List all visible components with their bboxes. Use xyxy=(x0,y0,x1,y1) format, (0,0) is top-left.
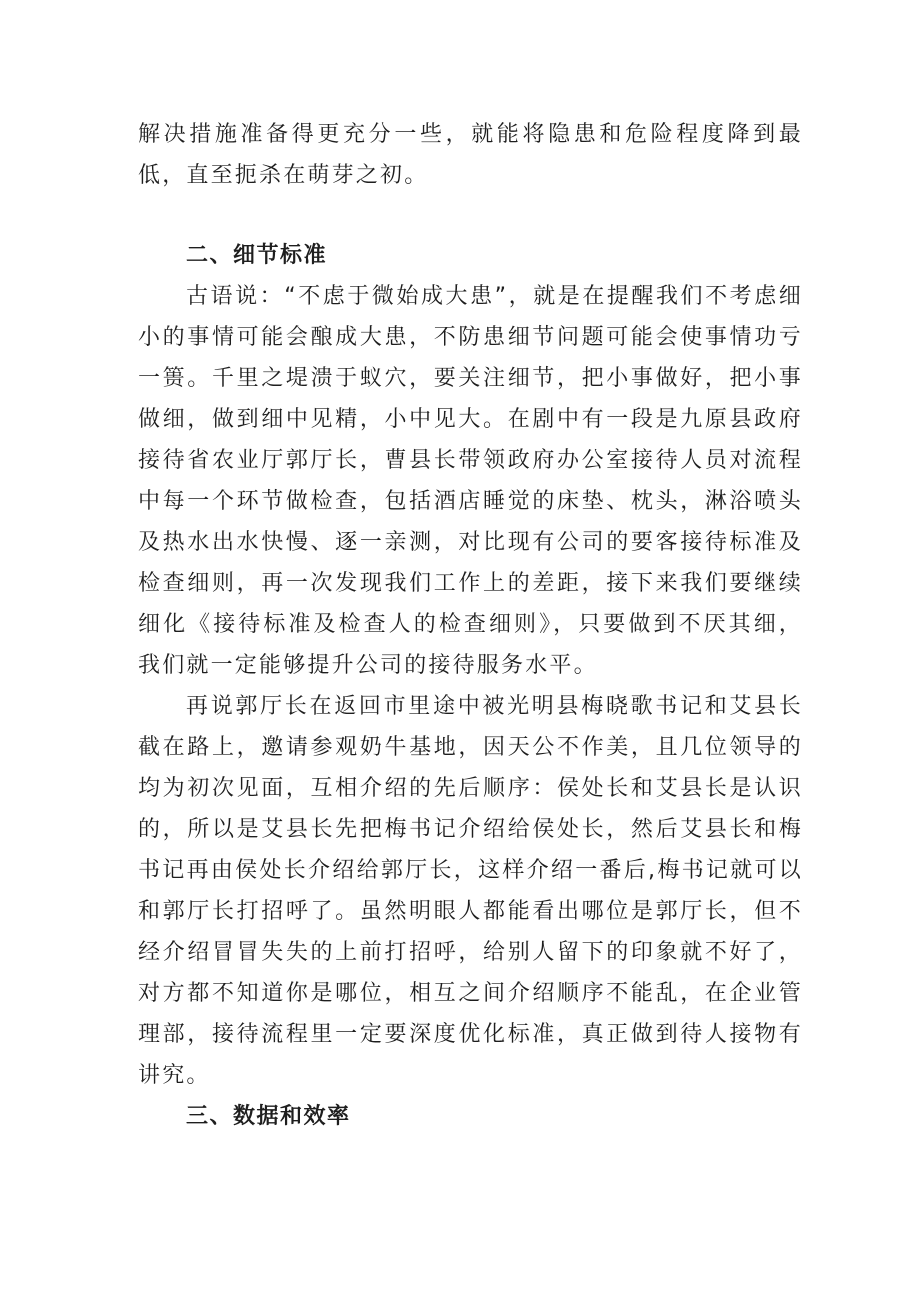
paragraph-details-1: 古语说：“不虑于微始成大患”，就是在提醒我们不考虑细小的事情可能会酿成大患，不防患细节问题可能会使事情功亏一篑。千里之堤溃于蚁穴，要关注细节，把小事做好，把小事做细，做到细中见精，小中见大。在剧中有一段是九原县政府接待省农业厅郭厅长，曹县长带领政府办公室接待人员对流程中每一个环节做检查，包括酒店睡觉的床垫、枕头，淋浴喷头及热水出水快慢、逐一亲测，对比现有公司的要客接待标准及检查细则，再一次发现我们工作上的差距，接下来我们要继续细化《接待标准及检查人的检查细则》，只要做到不厌其细，我们就一定能够提升公司的接待服务水平。 xyxy=(138,284,803,678)
paragraph-details-2: 再说郭厅长在返回市里途中被光明县梅晓歌书记和艾县长截在路上，邀请参观奶牛基地，因天公不作美，且几位领导的均为初次见面，互相介绍的先后顺序：侯处长和艾县长是认识的，所以是艾县长先把梅书记介绍给侯处长，然后艾县长和梅书记再由侯处长介绍给郭厅长，这样介绍一番后,梅书记就可以和郭厅长打招呼了。虽然明眼人都能看出哪位是郭厅长，但不经介绍冒冒失失的上前打招呼，给别人留下的印象就不好了，对方都不知道你是哪位，相互之间介绍顺序不能乱，在企业管理部，接待流程里一定要深度优化标准，真正做到待人接物有讲究。 xyxy=(138,694,803,1088)
document-body xyxy=(138,114,803,1137)
section-heading-data-efficiency: 三、数据和效率 xyxy=(186,1104,351,1129)
section-heading-details: 二、细节标准 xyxy=(186,243,328,268)
intro-paragraph: 解决措施准备得更充分一些，就能将隐患和危险程度降到最低，直至扼杀在萌芽之初。 xyxy=(138,122,803,188)
